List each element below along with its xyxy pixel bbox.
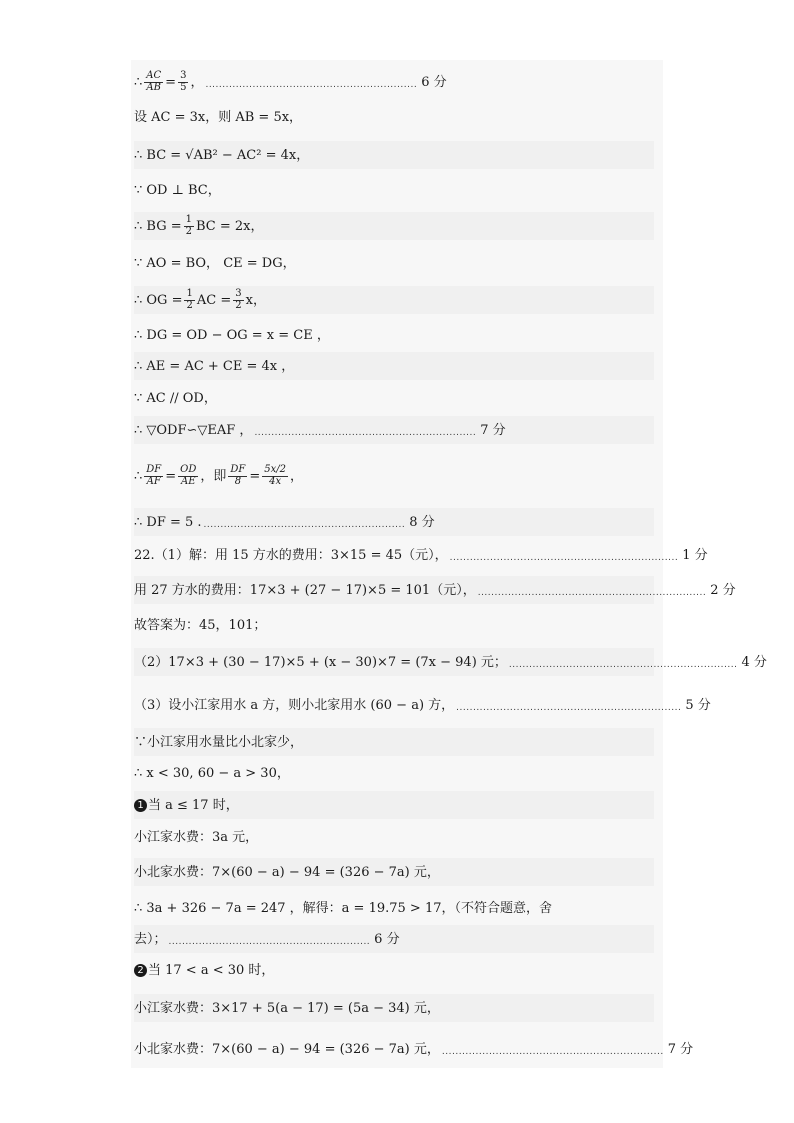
fraction: $\frac{1}{2}$ xyxy=(186,288,193,311)
solution-line: ∴ OG = $\frac{1}{2}$ AC = $\frac{3}{2}$ x， xyxy=(134,286,654,314)
solution-line: ∵ AC // OD， xyxy=(134,390,217,406)
solution-line: 小北家水费：7×(60 − a) − 94 = (326 − 7a) 元， xyxy=(134,858,654,886)
solution-line: ∴ DG = OD − OG = x = CE ， xyxy=(134,327,330,343)
circled-number-icon: 2 xyxy=(134,964,147,977)
dot-leader: ............................................................ xyxy=(203,519,406,530)
dot-leader: ............................................................... xyxy=(205,79,418,90)
score-label: 7 分 xyxy=(480,422,506,438)
solution-line: 1 当 a ≤ 17 时， xyxy=(134,791,654,819)
solution-line: ∴ 3a + 326 − 7a = 247 ，解得：a = 19.75 > 17，（不符合题意，舍 xyxy=(134,900,552,916)
score-label: 8 分 xyxy=(409,514,435,530)
solution-line: ∴ ▽ODF∽▽EAF ， .................................................................. 7 分 xyxy=(134,416,654,444)
solution-line: 用 27 方水的费用：17×3 + (27 − 17)×5 = 101（元）， .................................................................... 2 分 xyxy=(134,576,654,604)
solution-line: （3）设小江家用水 a 方，则小北家用水 (60 − a) 方， ................................................................... 5 分 xyxy=(134,697,711,713)
dot-leader: .................................................................... xyxy=(508,659,738,670)
score-label: 7 分 xyxy=(667,1041,694,1057)
score-label: 2 分 xyxy=(710,582,736,598)
dot-leader: .................................................................. xyxy=(441,1046,664,1057)
circled-number-icon: 1 xyxy=(134,799,147,812)
fraction: $\frac{5x/2}{4x}$ xyxy=(264,464,286,487)
dot-leader: .................................................................... xyxy=(477,587,707,598)
solution-line: ∴ x < 30, 60 − a > 30， xyxy=(134,765,290,781)
solution-line: ∴ $\frac{AC}{AB}$ = $\frac{3}{5}$ ， ............................................................... 6 分 xyxy=(134,70,447,93)
fraction: $\frac{DF}{8}$ xyxy=(230,464,246,487)
solution-line: 2 当 17 < a < 30 时， xyxy=(134,956,654,984)
fraction: $\frac{3}{5}$ xyxy=(180,70,187,93)
solution-line: ∵ OD ⊥ BC， xyxy=(134,182,221,198)
solution-line: 去）； ............................................................ 6 分 xyxy=(134,925,654,953)
solution-line: 小江家水费：3×17 + 5(a − 17) = (5a − 34) 元， xyxy=(134,994,654,1022)
solution-line: 故答案为：45，101； xyxy=(134,617,267,633)
symbol: ∴ xyxy=(134,74,143,90)
solution-line: ∵小江家用水量比小北家少， xyxy=(134,728,654,756)
solution-line: ∴ AE = AC + CE = 4x ， xyxy=(134,352,654,380)
dot-leader: ............................................................ xyxy=(168,936,371,947)
solution-line: 小江家水费：3a 元， xyxy=(134,829,259,845)
score-label: 4 分 xyxy=(741,654,767,670)
dot-leader: .................................................................. xyxy=(254,427,477,438)
dot-leader: .................................................................... xyxy=(449,552,679,563)
solution-line: 小北家水费：7×(60 − a) − 94 = (326 − 7a) 元， .................................................................. 7 分 xyxy=(134,1041,694,1057)
solution-line: 设 AC = 3x，则 AB = 5x， xyxy=(134,109,303,125)
fraction: $\frac{1}{2}$ xyxy=(185,214,192,237)
fraction: $\frac{AC}{AB}$ xyxy=(146,70,162,93)
solution-line: ∴ BG = $\frac{1}{2}$ BC = 2x， xyxy=(134,212,654,240)
score-label: 6 分 xyxy=(374,931,400,947)
solution-line: ∵ AO = BO， CE = DG， xyxy=(134,255,296,271)
fraction: $\frac{DF}{AF}$ xyxy=(146,464,162,487)
score-label: 5 分 xyxy=(685,697,711,713)
solution-line: ∴ BC = √AB² − AC² = 4x， xyxy=(134,141,654,169)
solution-line: ∴ DF = 5 . ............................................................ 8 分 xyxy=(134,508,654,536)
fraction: $\frac{OD}{AE}$ xyxy=(180,464,197,487)
solution-line: （2）17×3 + (30 − 17)×5 + (x − 30)×7 = (7x − 94) 元； .................................................................... 4 分 xyxy=(134,648,654,676)
solution-line: 22.（1）解：用 15 方水的费用：3×15 = 45（元）， .................................................................... 1 分 xyxy=(134,547,708,563)
score-label: 6 分 xyxy=(421,74,447,90)
solution-line: ∴ $\frac{DF}{AF}$ = $\frac{OD}{AE}$ ，即 $\frac{DF}{8}$ = $\frac{5x/2}{4x}$ ， xyxy=(134,464,304,487)
score-label: 1 分 xyxy=(682,547,708,563)
dot-leader: ................................................................... xyxy=(456,702,682,713)
fraction: $\frac{3}{2}$ xyxy=(235,288,242,311)
